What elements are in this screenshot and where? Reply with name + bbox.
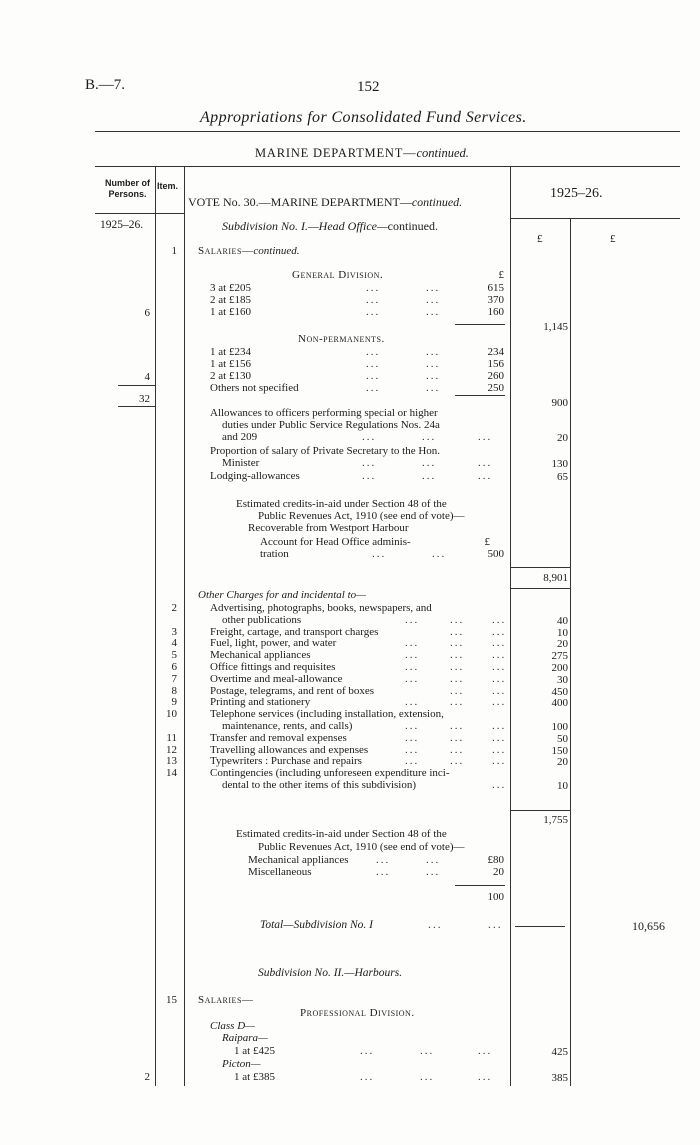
document-reference: B.—7. <box>85 77 126 93</box>
other-charge-label: Office fittings and requisites ... ... ... <box>210 661 507 673</box>
other-charge-label: Travelling allowances and expenses ... ... ... <box>210 743 507 756</box>
other-charge-label: Advertising, photographs, books, newspapers, and <box>210 602 432 614</box>
other-charge-amount: 450 <box>551 685 568 698</box>
non-permanents-row-label: 1 at £156 ... ... <box>210 358 441 370</box>
other-charge-label: Printing and stationery ... ... ... <box>210 696 507 709</box>
other-charge-label: Postage, telegrams, and rent of boxes ... ... <box>210 684 507 697</box>
other-charge-item-number: 13 <box>166 755 177 768</box>
credits-line-5: tration ... ... <box>260 548 447 560</box>
general-division-row-label: 3 at £205 ... ... <box>210 282 441 294</box>
other-charge-label: other publications ... ... ... <box>222 613 507 626</box>
proportion-line-2: Minister ... ... ... <box>222 457 493 469</box>
salaries-total-rule <box>510 567 570 568</box>
raipara-label: Raipara— <box>222 1032 268 1044</box>
class-d-label: Class D— <box>210 1020 255 1032</box>
non-permanents-row-label: 1 at £234 ... ... <box>210 346 441 358</box>
credits2-rule <box>455 885 505 886</box>
other-charge-label: Transfer and removal expenses ... ... ... <box>210 731 507 744</box>
other-total-rule <box>510 810 570 811</box>
pound-sign-total: £ <box>610 233 616 245</box>
other-charge-amount: 10 <box>557 626 568 639</box>
other-charge-item-number: 7 <box>171 672 177 685</box>
other-charges-heading: Other Charges for and incidental to— <box>198 589 366 601</box>
credits2-row-amount: 20 <box>493 866 504 878</box>
other-charge-amount: 20 <box>557 638 568 651</box>
page-number: 152 <box>357 79 380 95</box>
other-charge-item-number: 14 <box>166 767 177 780</box>
amount-subdivision-1-total: 10,656 <box>632 919 665 933</box>
non-permanents-row-amount: 260 <box>487 370 504 382</box>
general-division-heading: General Division. <box>292 269 384 281</box>
lodging-allowances-label: Lodging-allowances ... ... ... <box>210 470 493 482</box>
general-division-row-label: 2 at £185 ... ... <box>210 294 441 306</box>
professional-division-heading: Professional Division. <box>300 1007 415 1019</box>
other-charge-amount: 50 <box>557 732 568 745</box>
other-charge-label: Telephone services (including installation, extension, <box>210 708 444 721</box>
credits2-row-label: Miscellaneous ... ... <box>248 866 441 878</box>
raipara-row: 1 at £425 ... ... ... <box>234 1045 493 1057</box>
credits-line-3: Recoverable from Westport Harbour <box>248 522 409 534</box>
other-charge-amount: 10 <box>557 780 568 792</box>
credits-amount: 500 <box>487 548 504 560</box>
other-charge-amount: 400 <box>551 697 568 710</box>
non-permanents-row-amount: 156 <box>487 358 504 370</box>
persons-total-rule-2 <box>118 406 155 407</box>
allowances-line-3: and 209 ... ... ... <box>222 431 493 443</box>
other-charge-label: Mechanical appliances ... ... ... <box>210 649 507 662</box>
other-charge-label: Typewriters : Purchase and repairs ... ... ... <box>210 755 507 768</box>
other-charge-amount: 20 <box>557 756 568 769</box>
pound-sign-amount: £ <box>537 233 543 245</box>
other-charge-item-number: 8 <box>171 684 177 697</box>
other-charge-label: Contingencies (including unforeseen expenditure inci- <box>210 767 450 780</box>
general-division-row-amount: 370 <box>487 294 504 306</box>
subdivision-1-total-label: Total—Subdivision No. I ... ... <box>260 919 503 931</box>
persons-total-rule <box>118 385 155 386</box>
general-division-row-amount: 160 <box>487 306 504 318</box>
amount-other-total: 1,755 <box>543 814 568 826</box>
other-charge-item-number: 6 <box>171 661 177 673</box>
non-permanents-row-amount: 234 <box>487 346 504 358</box>
amount-allowances: 20 <box>557 432 568 444</box>
credits2-line-1: Estimated credits-in-aid under Section 48 of the <box>236 828 447 840</box>
salaries-total-rule-2 <box>510 588 570 589</box>
item-number-15: 15 <box>166 994 177 1006</box>
pound-sign-subcol: £ <box>498 269 504 281</box>
persons-non-permanents: 4 <box>144 371 150 383</box>
subdivision-2-title: Subdivision No. II.—Harbours. <box>258 967 403 979</box>
amount-non-permanents-total: 900 <box>551 397 568 409</box>
amount-salaries-total: 8,901 <box>543 572 568 584</box>
amount-general-total: 1,145 <box>543 321 568 333</box>
amount-proportion: 130 <box>551 458 568 470</box>
column-rule-item <box>184 166 185 1086</box>
other-charge-amount: 150 <box>551 744 568 757</box>
non-permanents-heading: Non-permanents. <box>298 333 385 345</box>
credits2-line-2: Public Revenues Act, 1910 (see end of vote)— <box>258 841 465 853</box>
other-charge-item-number: 9 <box>171 696 177 709</box>
amount-picton: 385 <box>551 1072 568 1084</box>
other-charge-label: Freight, cartage, and transport charges ... ... <box>210 625 507 638</box>
subtotal-rule <box>455 324 505 325</box>
persons-total: 32 <box>139 393 150 405</box>
other-charge-amount: 40 <box>557 614 568 627</box>
other-charge-amount: 30 <box>557 673 568 686</box>
column-header-year: 1925–26. <box>550 186 603 201</box>
other-charge-item-number: 2 <box>171 602 177 614</box>
credits-line-1: Estimated credits-in-aid under Section 48 of the <box>236 498 447 510</box>
other-charge-item-number: 4 <box>171 637 177 650</box>
allowances-line-1: Allowances to officers performing special or higher <box>210 407 438 419</box>
non-permanents-row-label: Others not specified ... ... <box>210 382 441 394</box>
persons-year-label: 1925–26. <box>100 219 144 231</box>
other-charge-item-number: 11 <box>166 731 177 744</box>
general-division-row-amount: 615 <box>487 282 504 294</box>
amount-lodging: 65 <box>557 471 568 483</box>
page-title: Appropriations for Consolidated Fund Services. <box>200 109 527 126</box>
salaries-heading-2: Salaries— <box>198 994 254 1006</box>
credits-pound-sign: £ <box>484 536 490 548</box>
column-header-item: Item. <box>157 181 179 191</box>
column-rule-total <box>570 218 571 1086</box>
column-header-vote: VOTE No. 30.—MARINE DEPARTMENT—continued. <box>188 195 463 209</box>
non-permanents-row-amount: 250 <box>487 382 504 394</box>
header-rule <box>95 131 680 132</box>
table-top-rule <box>95 166 680 167</box>
header-bottom-rule-right <box>510 218 680 219</box>
other-charge-label: Overtime and meal-allowance ... ... ... <box>210 672 507 685</box>
other-charge-item-number: 3 <box>171 625 177 638</box>
general-division-row-label: 1 at £160 ... ... <box>210 306 441 318</box>
header-bottom-rule-left <box>95 213 185 214</box>
subdivision-1-title: Subdivision No. I.—Head Office—continued. <box>222 219 438 233</box>
proportion-line-1: Proportion of salary of Private Secretary to the Hon. <box>210 445 441 457</box>
other-charge-amount: 200 <box>551 662 568 674</box>
other-charge-item-number: 12 <box>166 743 177 756</box>
non-permanents-row-label: 2 at £130 ... ... <box>210 370 441 382</box>
other-charge-label: maintenance, rents, and calls) ... ... ... <box>222 720 507 732</box>
salaries-heading: Salaries—continued. <box>198 245 300 257</box>
other-charge-amount: 275 <box>551 650 568 663</box>
other-charge-item-number: 10 <box>166 708 177 721</box>
credits-line-2: Public Revenues Act, 1910 (see end of vote)— <box>258 510 465 522</box>
credits2-row-amount: £80 <box>487 854 504 866</box>
credits2-total: 100 <box>487 891 504 903</box>
amount-raipara: 425 <box>551 1046 568 1058</box>
persons-general: 6 <box>144 307 150 319</box>
other-charge-item-number: 5 <box>171 649 177 662</box>
subtotal-rule-2 <box>455 395 505 396</box>
picton-label: Picton— <box>222 1058 261 1070</box>
other-charge-label: Fuel, light, power, and water ... ... ... <box>210 637 507 650</box>
other-charge-label: dental to the other items of this subdivision) ... <box>222 779 507 791</box>
persons-subdivision-2: 2 <box>144 1071 150 1083</box>
allowances-line-2: duties under Public Service Regulations Nos. 24a <box>222 419 440 431</box>
credits2-row-label: Mechanical appliances ... ... <box>248 854 441 866</box>
column-header-persons: Number of Persons. <box>105 178 150 199</box>
credits-line-4: Account for Head Office adminis- <box>260 536 411 548</box>
other-charge-amount: 100 <box>551 721 568 733</box>
picton-row: 1 at £385 ... ... ... <box>234 1071 493 1083</box>
item-number: 1 <box>171 245 177 257</box>
dash-rule <box>515 926 565 927</box>
department-heading: MARINE DEPARTMENT—continued. <box>255 146 469 160</box>
